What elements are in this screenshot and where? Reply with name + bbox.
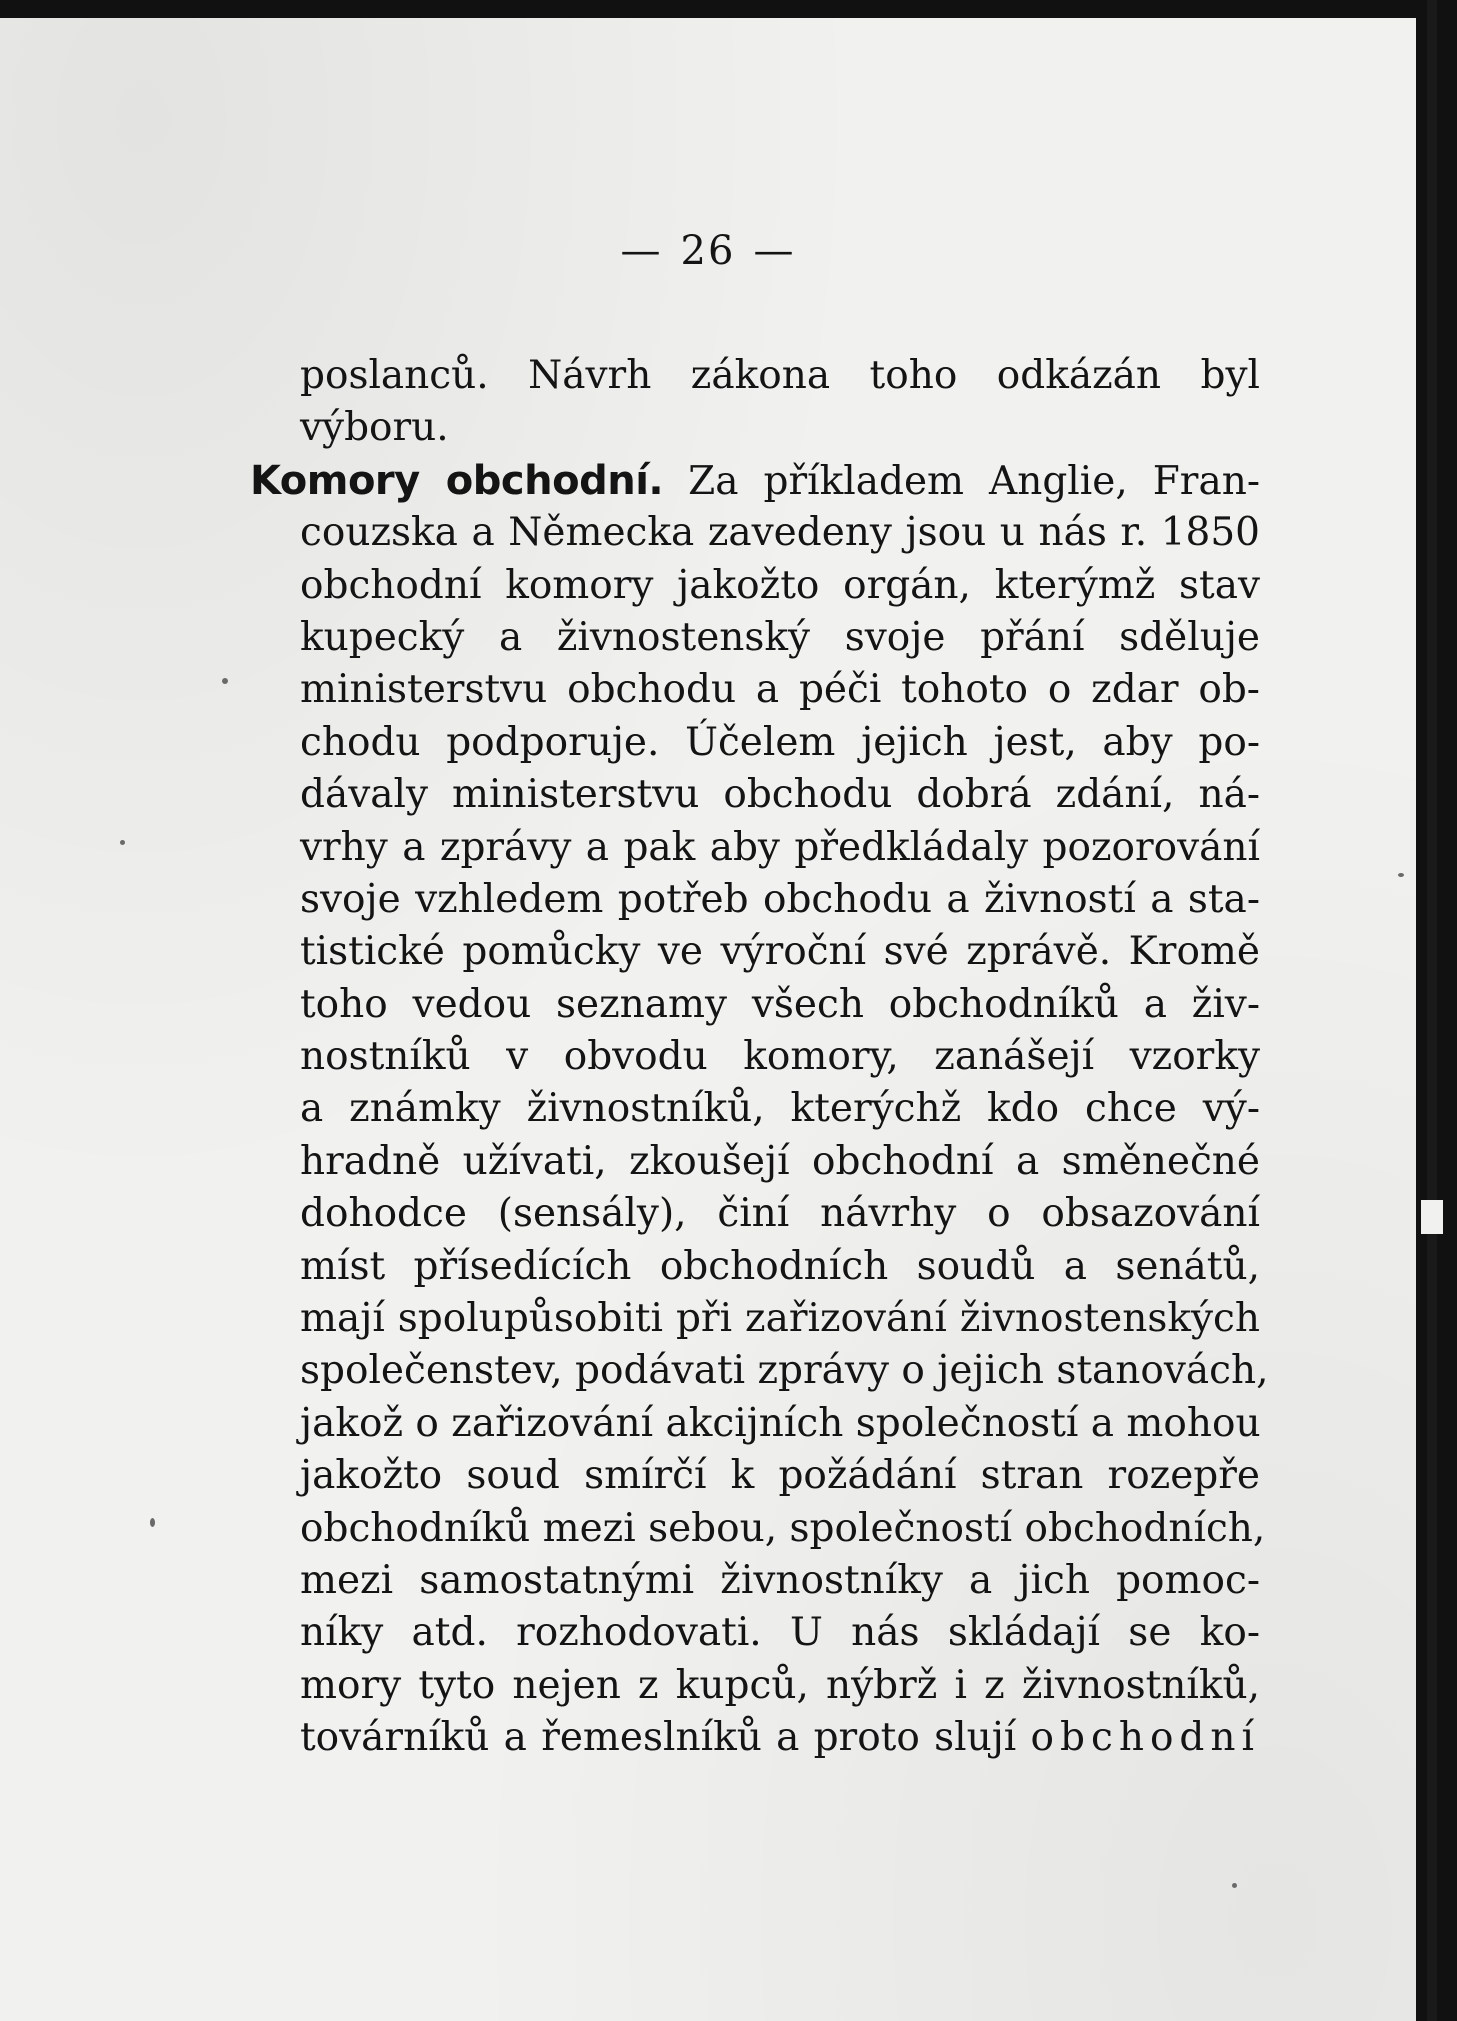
text-line-last [300, 1712, 1260, 1764]
text-line: a známky živnostníků, kterýchž kdo chce vý- [300, 1086, 1260, 1132]
text-line: obchodníků mezi sebou, společností obchodních, [300, 1505, 1266, 1551]
text-line: mají spolupůsobiti při zařizování živnostenských [300, 1296, 1260, 1342]
text-line: jakož o zařizování akcijních společností a mohou [300, 1400, 1261, 1446]
text-line: hradně užívati, zkoušejí obchodní a směnečné [300, 1138, 1260, 1184]
text-line: dohodce (sensály), činí návrhy o obsazování [300, 1191, 1260, 1237]
text-line: vrhy a zprávy a pak aby předkládaly pozorování [300, 824, 1260, 870]
text-line: výboru. [300, 405, 449, 451]
text-line: mory tyto nejen z kupců, nýbrž i z živnostníků, [300, 1662, 1260, 1708]
text-line: chodu podporuje. Účelem jejich jest, aby po- [300, 719, 1260, 765]
text-line: mezi samostatnými živnostníky a jich pomoc- [300, 1557, 1260, 1603]
text-line-fragment: Za příkladem Anglie, Fran- [688, 458, 1260, 504]
text-line: společenstev, podávati zprávy o jejich stanovách, [300, 1348, 1269, 1394]
page-number-dash-right: — [753, 228, 796, 274]
text-line: jakožto soud smírčí k požádání stran rozepře [300, 1453, 1260, 1499]
text-line-fragment: továrníků a řemeslníků a proto slují [300, 1715, 1017, 1761]
text-line: kupecký a živnostenský svoje přání sděluje [300, 614, 1260, 660]
text-line: toho vedou seznamy všech obchodníků a živ- [300, 981, 1260, 1027]
section-heading: Komory obchodní. [250, 457, 664, 504]
scan-speck [1232, 1883, 1237, 1888]
page-number-dash-left: — [620, 228, 663, 274]
section-heading-line [250, 455, 1260, 507]
scan-edge-gap [1421, 1200, 1443, 1234]
scanned-book-page [0, 18, 1416, 2021]
spaced-emphasis-word: obchodní [1030, 1715, 1260, 1761]
text-line: níky atd. rozhodovati. U nás skládají se ko- [300, 1610, 1260, 1656]
scan-edge-rule [1427, 0, 1437, 2021]
body-text [250, 350, 1269, 1765]
text-line: svoje vzhledem potřeb obchodu a živností a sta- [300, 876, 1260, 922]
text-line: couzska a Německa zavedeny jsou u nás r. 1850 [300, 510, 1260, 556]
text-line: míst přísedících obchodních soudů a senátů, [300, 1243, 1260, 1289]
text-line: tistické pomůcky ve výroční své zprávě. Kromě [300, 929, 1260, 975]
scan-speck [222, 678, 228, 684]
scan-speck [120, 840, 125, 845]
text-line: dávaly ministerstvu obchodu dobrá zdání, ná- [300, 772, 1260, 818]
page-number-header [0, 228, 1416, 274]
text-line: nostníků v obvodu komory, zanášejí vzorky [300, 1034, 1260, 1080]
text-line: poslanců. Návrh zákona toho odkázán byl [300, 353, 1260, 398]
text-line: ministerstvu obchodu a péči tohoto o zdar ob- [300, 667, 1260, 713]
scan-speck [150, 1518, 155, 1527]
page-number: 26 [680, 228, 736, 274]
scan-speck [1398, 873, 1404, 877]
text-line: obchodní komory jakožto orgán, kterýmž stav [300, 562, 1260, 608]
